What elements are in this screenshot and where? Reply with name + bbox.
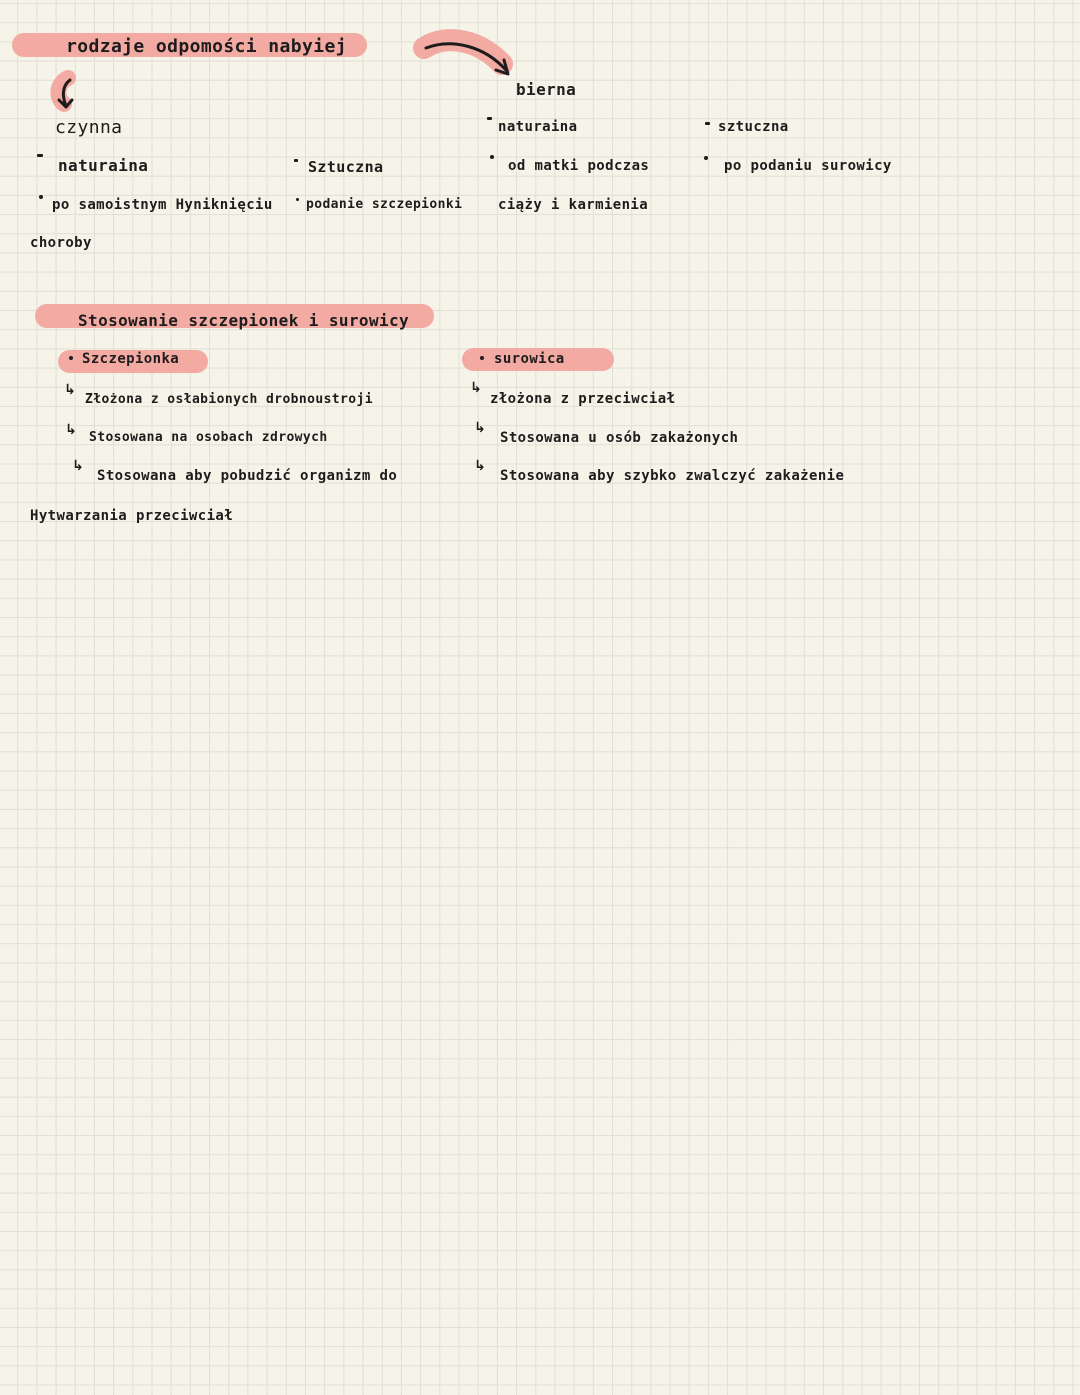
vaccine-label: Szczepionka: [82, 351, 180, 367]
bullet-dot: [296, 198, 299, 201]
hook-arrow-icon: ↳: [470, 380, 482, 396]
curved-arrow-icon: [418, 36, 518, 86]
dash-marker: [705, 122, 710, 125]
section2-title: Stosowanie szczepionek i surowicy: [78, 311, 410, 330]
serum-item1: złożona z przeciwciał: [490, 391, 676, 407]
vaccine-item3-line1: Stosowana aby pobudzić organizm do: [97, 468, 398, 484]
dash-marker: [294, 159, 298, 162]
vaccine-item1: Złożona z osłabionych drobnoustroji: [85, 392, 373, 407]
vaccine-item3-line2: Hytwarzania przeciwciał: [30, 508, 234, 524]
active-immunity-heading: czynna: [55, 117, 123, 138]
serum-item2: Stosowana u osób zakażonych: [500, 430, 739, 446]
passive-natural-label: naturaina: [498, 119, 578, 135]
hook-arrow-icon: ↳: [474, 458, 486, 474]
hook-arrow-icon: ↳: [474, 420, 486, 436]
passive-natural-desc-line2: ciąży i karmienia: [498, 197, 649, 213]
bullet-dot: [704, 156, 708, 160]
passive-immunity-heading: bierna: [516, 80, 577, 99]
bullet-dot: [480, 356, 484, 360]
active-natural-desc-line2: choroby: [30, 235, 92, 251]
bullet-dot: [69, 356, 73, 360]
active-natural-desc-line1: po samoistnym Hyniknięciu: [52, 197, 273, 213]
active-natural-label: naturaina: [58, 156, 149, 175]
active-artificial-label: Sztuczna: [308, 158, 384, 176]
active-artificial-desc: podanie szczepionki: [306, 197, 463, 212]
passive-natural-desc-line1: od matki podczas: [508, 158, 650, 174]
passive-artificial-label: sztuczna: [718, 119, 789, 135]
serum-item3: Stosowana aby szybko zwalczyć zakażenie: [500, 468, 845, 484]
vaccine-item2: Stosowana na osobach zdrowych: [89, 430, 328, 445]
bullet-dot: [39, 195, 43, 199]
hook-arrow-icon: ↳: [64, 382, 76, 398]
bullet-dot: [490, 155, 494, 159]
down-arrow-icon: [50, 74, 86, 114]
hook-arrow-icon: ↳: [65, 422, 77, 438]
serum-label: surowica: [494, 351, 565, 367]
dash-marker: [487, 117, 492, 120]
section1-title: rodzaje odpomości nabyiej: [66, 36, 347, 57]
dash-marker: [37, 154, 43, 157]
passive-artificial-desc: po podaniu surowicy: [724, 158, 892, 174]
hook-arrow-icon: ↳: [72, 458, 84, 474]
